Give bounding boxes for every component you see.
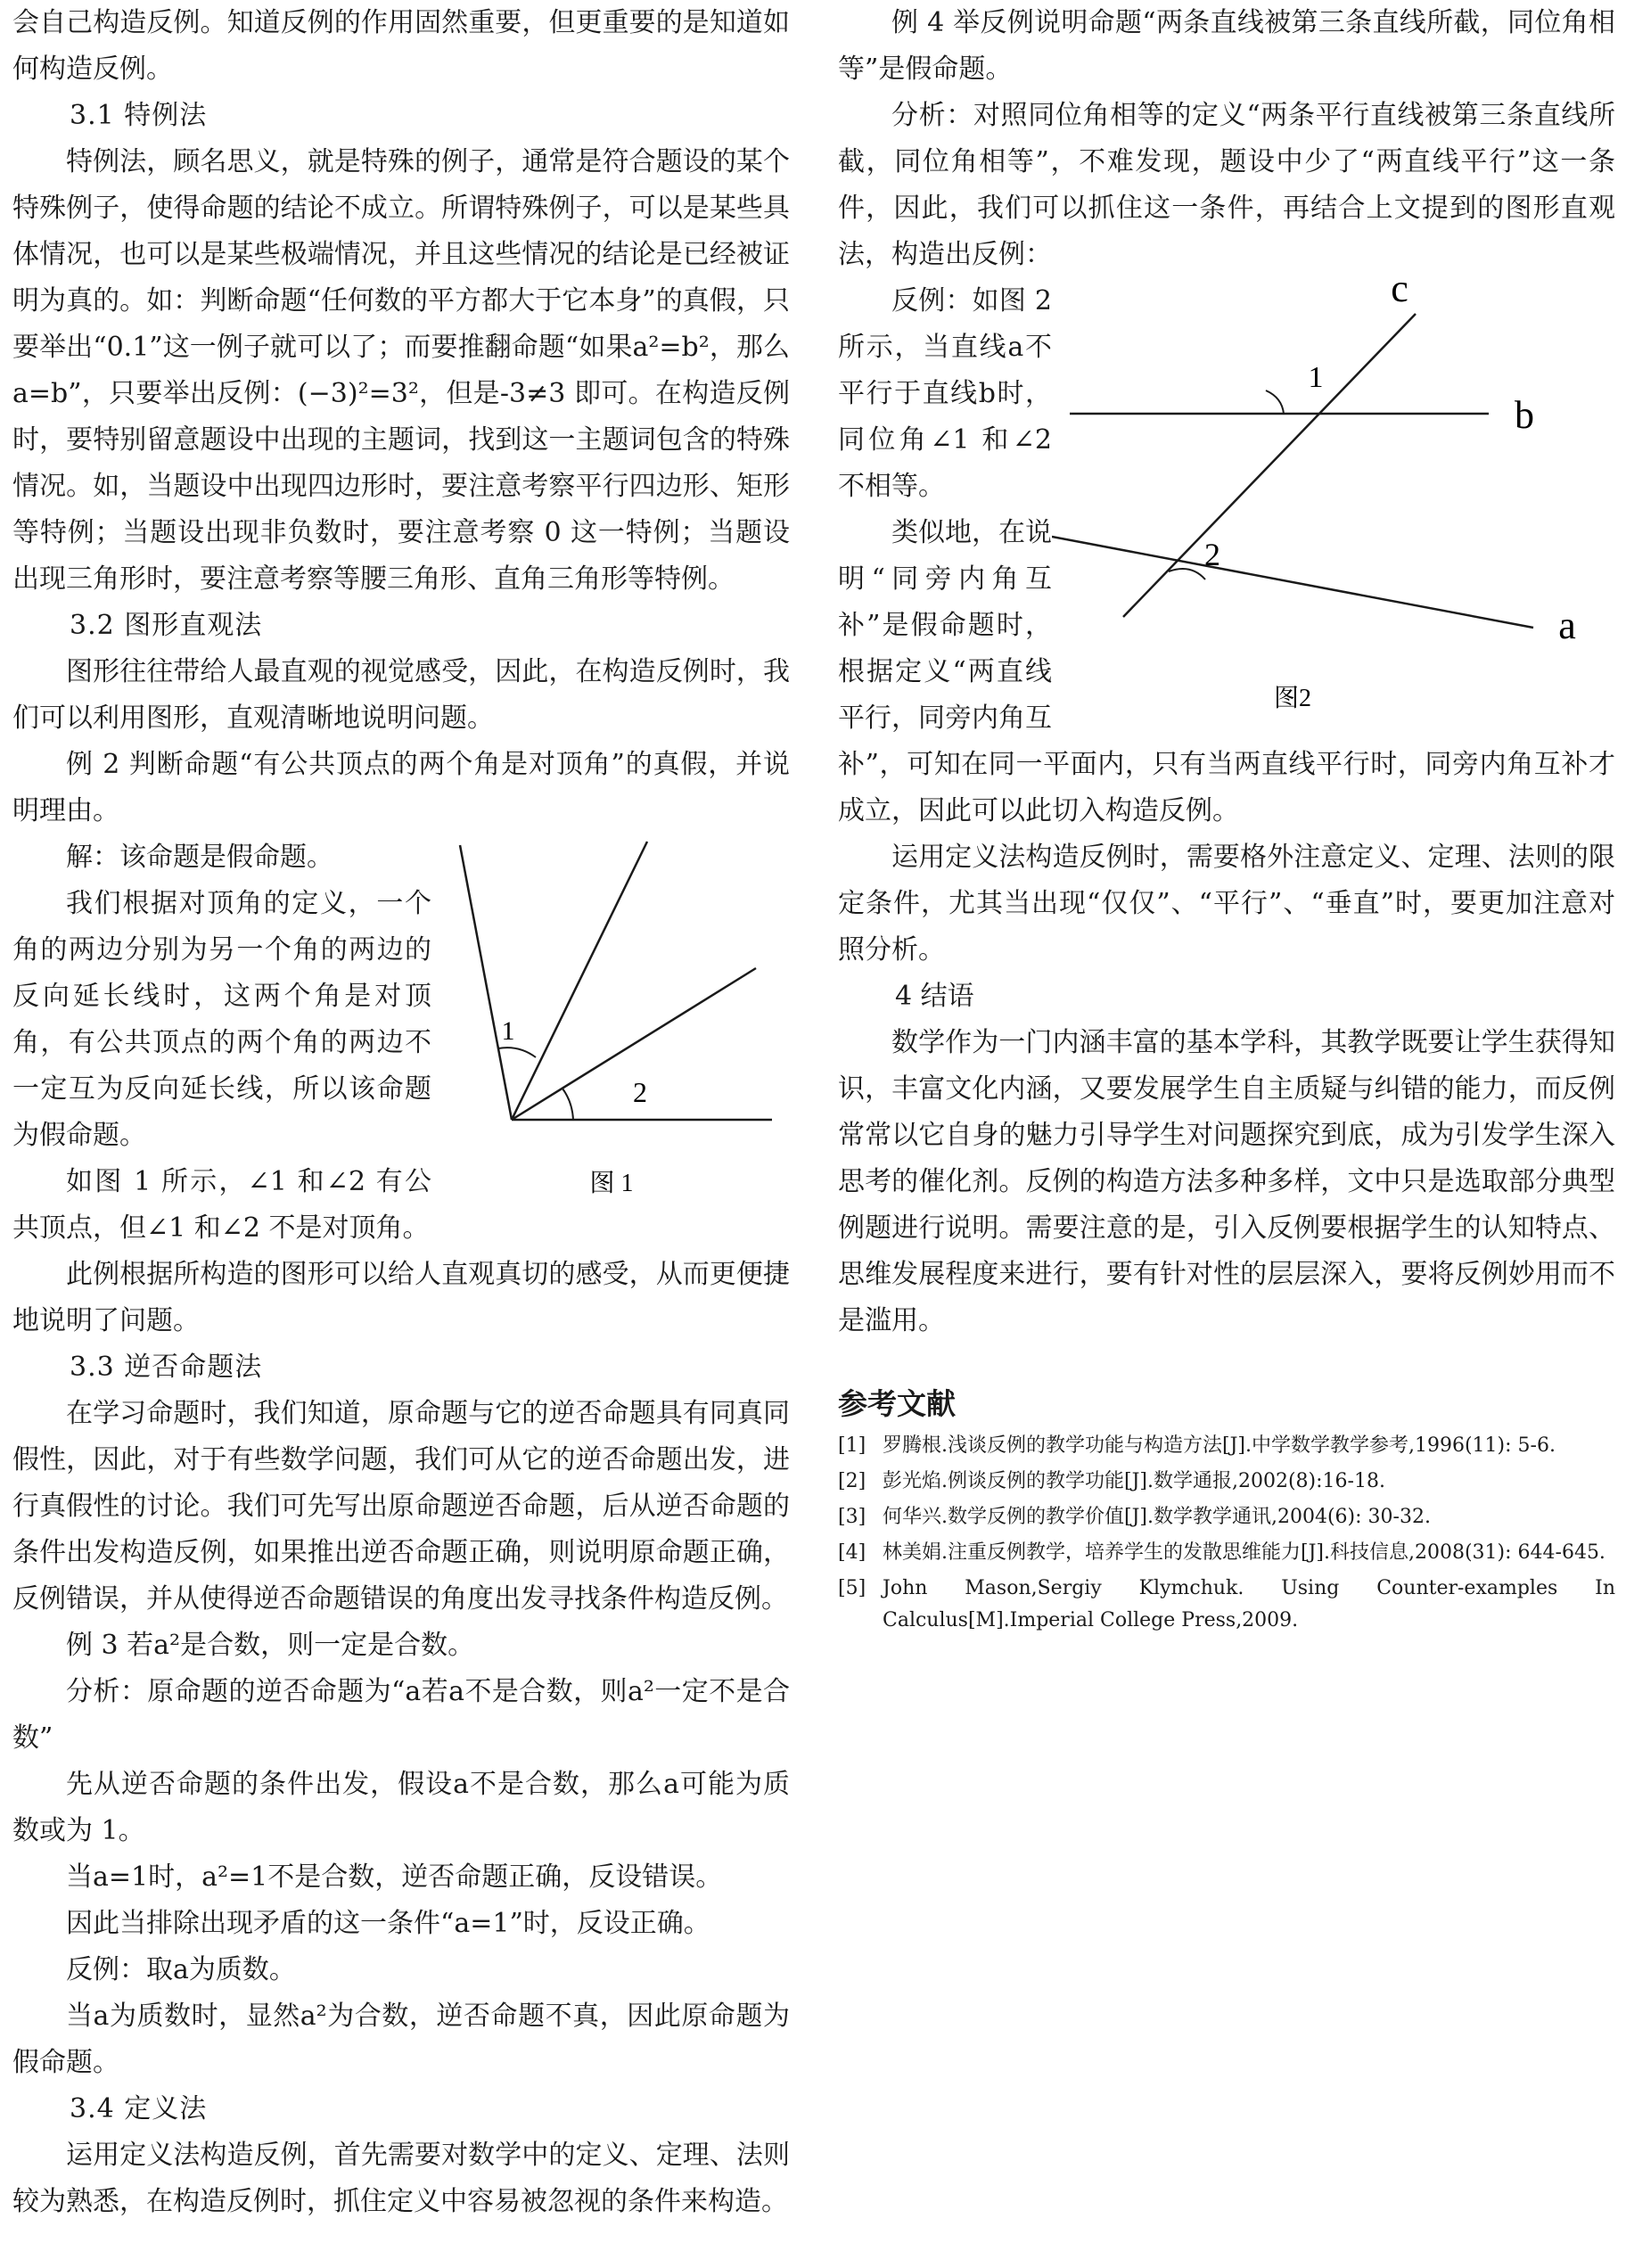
paragraph-3-3-d: 因此当排除出现矛盾的这一条件“a=1”时，反设正确。 [66,1908,710,1939]
paragraph-similar-b: 补”，可知在同一平面内，只有当两直线平行时，同旁内角互补才成立，因此可以此切入构造反例。 [838,749,1615,826]
fig2-label-b: b [1515,393,1534,437]
paragraph-3-3-c: 当a=1时，a²=1不是合数，逆否命题正确，反设错误。 [66,1861,723,1893]
heading-3-4: 3.4 定义法 [70,2093,208,2124]
heading-3-2: 3.2 图形直观法 [70,610,263,641]
paragraph-3-3-f: 当a为质数时，显然a²为合数，逆否命题不真，因此原命题为假命题。 [12,2001,790,2078]
paragraph-definition: 我们根据对顶角的定义，一个角的两边分别为另一个角的两边的反向延长线时，这两个角是对顶角，有公共顶点的两个角的两边不一定互为反向延长线，所以该命题为假命题。 [12,888,431,1151]
paragraph-3-2-end: 此例根据所构造的图形可以给人直观真切的感受，从而更便捷地说明了问题。 [12,1259,790,1336]
paragraph-3-2-intro: 图形往往带给人最直观的视觉感受，因此，在构造反例时，我们可以利用图形，直观清晰地说明问题。 [12,656,790,734]
paragraph-conclusion: 数学作为一门内涵丰富的基本学科，其教学既要让学生获得知识，丰富文化内涵，又要发展学生自主质疑与纠错的能力，而反例常常以它自身的魅力引导学生对问题探究到底，成为引发学生深入思考的催化剂。反例的构造方法多种多样，文中只是选取部分典型例题进行说明。需要注意的是，引入反例要根据学生的认知特点、思维发展程度来进行，要有针对性的层层深入，要将反例妙用而不是滥用。 [838,1027,1615,1336]
figure-2 [1052,278,1622,742]
heading-3-1: 3.1 特例法 [70,100,208,131]
right-column [838,0,1615,1640]
fig2-angle-arc-2 [1169,569,1205,579]
left-column [12,0,790,2225]
paragraph-analysis-4: 分析：对照同位角相等的定义“两条平行直线被第三条直线所截，同位角相等”，不难发现，题设中少了“两直线平行”这一条件，因此，我们可以抓住这一条件，再结合上文提到的图形直观法，构造出反例： [838,100,1615,270]
reference-item: [5] John Mason,Sergiy Klymchuk. Using Counter-examples In Calculus[M].Imperial College Press,2009. [838,1577,1615,1631]
heading-3-3: 3.3 逆否命题法 [70,1352,263,1383]
paragraph-example-2: 例 2 判断命题“有公共顶点的两个角是对顶角”的真假，并说明理由。 [12,749,790,826]
fig1-ray-left [460,845,512,1120]
figure-1 [433,834,790,1209]
example-4-block [838,278,1615,742]
paragraph-similar-a: 类似地，在说明“同旁内角互补”是假命题时，根据定义“两直线平行，同旁内角互 [838,517,1052,734]
paragraph-analysis-3: 分析：原命题的逆否命题为“a若a不是合数，则a²一定不是合数” [12,1676,790,1754]
paragraph-3-3-e: 反例：取a为质数。 [66,1954,296,1985]
fig2-angle-arc-1 [1266,390,1284,414]
references-title: 参考文献 [838,1386,956,1421]
fig2-label-a: a [1558,604,1576,647]
fig1-angle-label-1: 1 [501,1016,515,1046]
paragraph-counterexample: 反例：如图 2 所示，当直线a不平行于直线b时，同位角∠1 和∠2 不相等。 [838,285,1052,502]
fig2-line-a [1052,537,1533,628]
paragraph-3-4: 运用定义法构造反例，首先需要对数学中的定义、定理、法则较为熟悉，在构造反例时，抓住定义中容易被忽视的条件来构造。 [12,2140,790,2217]
fig2-line-c [1123,314,1416,617]
paragraph-3-3: 在学习命题时，我们知道，原命题与它的逆否命题具有同真同假性，因此，对于有些数学问题，我们可从它的逆否命题出发，进行真假性的讨论。我们可先写出原命题逆否命题，后从逆否命题的条件出发构造反例，如果推出逆否命题正确，则说明原命题正确，反例错误，并从使得逆否命题错误的角度出发寻找条件构造反例。 [12,1398,790,1615]
fig1-angle-arc-2 [563,1089,573,1120]
paragraph-definition-use: 运用定义法构造反例时，需要格外注意定义、定理、法则的限定条件，尤其当出现“仅仅”、“平行”、“垂直”时，要更加注意对照分析。 [838,842,1615,966]
heading-4: 4 结语 [895,981,974,1012]
reference-item: [4] 林美娟.注重反例教学，培养学生的发散思维能力[J].科技信息,2008(31): 644-645. [838,1541,1605,1564]
paragraph-solution: 解：该命题是假命题。 [66,842,333,873]
paragraph-3-1: 特例法，顾名思义，就是特殊的例子，通常是符合题设的某个特殊例子，使得命题的结论不成立。所谓特殊例子，可以是某些具体情况，也可以是某些极端情况，并且这些情况的结论是已经被证明为真的。如：判断命题“任何数的平方都大于它本身”的真假，只要举出“0.1”这一例子就可以了；而要推翻命题“如果a²=b²，那么a=b”，只要举出反例：(−3)²=3²，但是-3≠3 即可。在构造反例时，要特别留意题设中出现的主题词，找到这一主题词包含的特殊情况。如，当题设中出现四边形时，要注意考察平行四边形、矩形等特例；当题设出现非负数时，要注意考察 0 这一特例；当题设出现三角形时，要注意考察等腰三角形、直角三角形等特例。 [12,146,790,595]
references-list [838,1430,1615,1637]
paragraph-intro: 会自己构造反例。知道反例的作用固然重要，但更重要的是知道如何构造反例。 [12,7,790,85]
reference-item: [1] 罗腾根.浅谈反例的教学功能与构造方法[J].中学数学教学参考,1996(11): 5-6. [838,1434,1556,1457]
paragraph-example-4: 例 4 举反例说明命题“两条直线被第三条直线所截，同位角相等”是假命题。 [838,7,1615,85]
example-2-block [12,834,790,1252]
fig1-caption: 图 1 [589,1170,634,1197]
fig1-angle-arc-1 [498,1048,536,1057]
reference-item: [2] 彭光焰.例谈反例的教学功能[J].数学通报,2002(8):16-18. [838,1470,1385,1492]
fig2-angle-label-2: 2 [1204,537,1220,572]
reference-item: [3] 何华兴.数学反例的教学价值[J].数学教学通讯,2004(6): 30-32. [838,1506,1431,1528]
paragraph-example-3: 例 3 若a²是合数，则一定是合数。 [66,1630,475,1661]
fig2-caption: 图2 [1273,685,1312,712]
fig2-angle-label-1: 1 [1308,361,1324,394]
fig2-label-c: c [1391,278,1408,310]
paragraph-figure-1-note: 如图 1 所示，∠1 和∠2 有公共顶点，但∠1 和∠2 不是对顶角。 [12,1166,431,1244]
paragraph-3-3-b: 先从逆否命题的条件出发，假设a不是合数，那么a可能为质数或为 1。 [12,1769,790,1846]
fig1-angle-label-2: 2 [633,1076,647,1108]
